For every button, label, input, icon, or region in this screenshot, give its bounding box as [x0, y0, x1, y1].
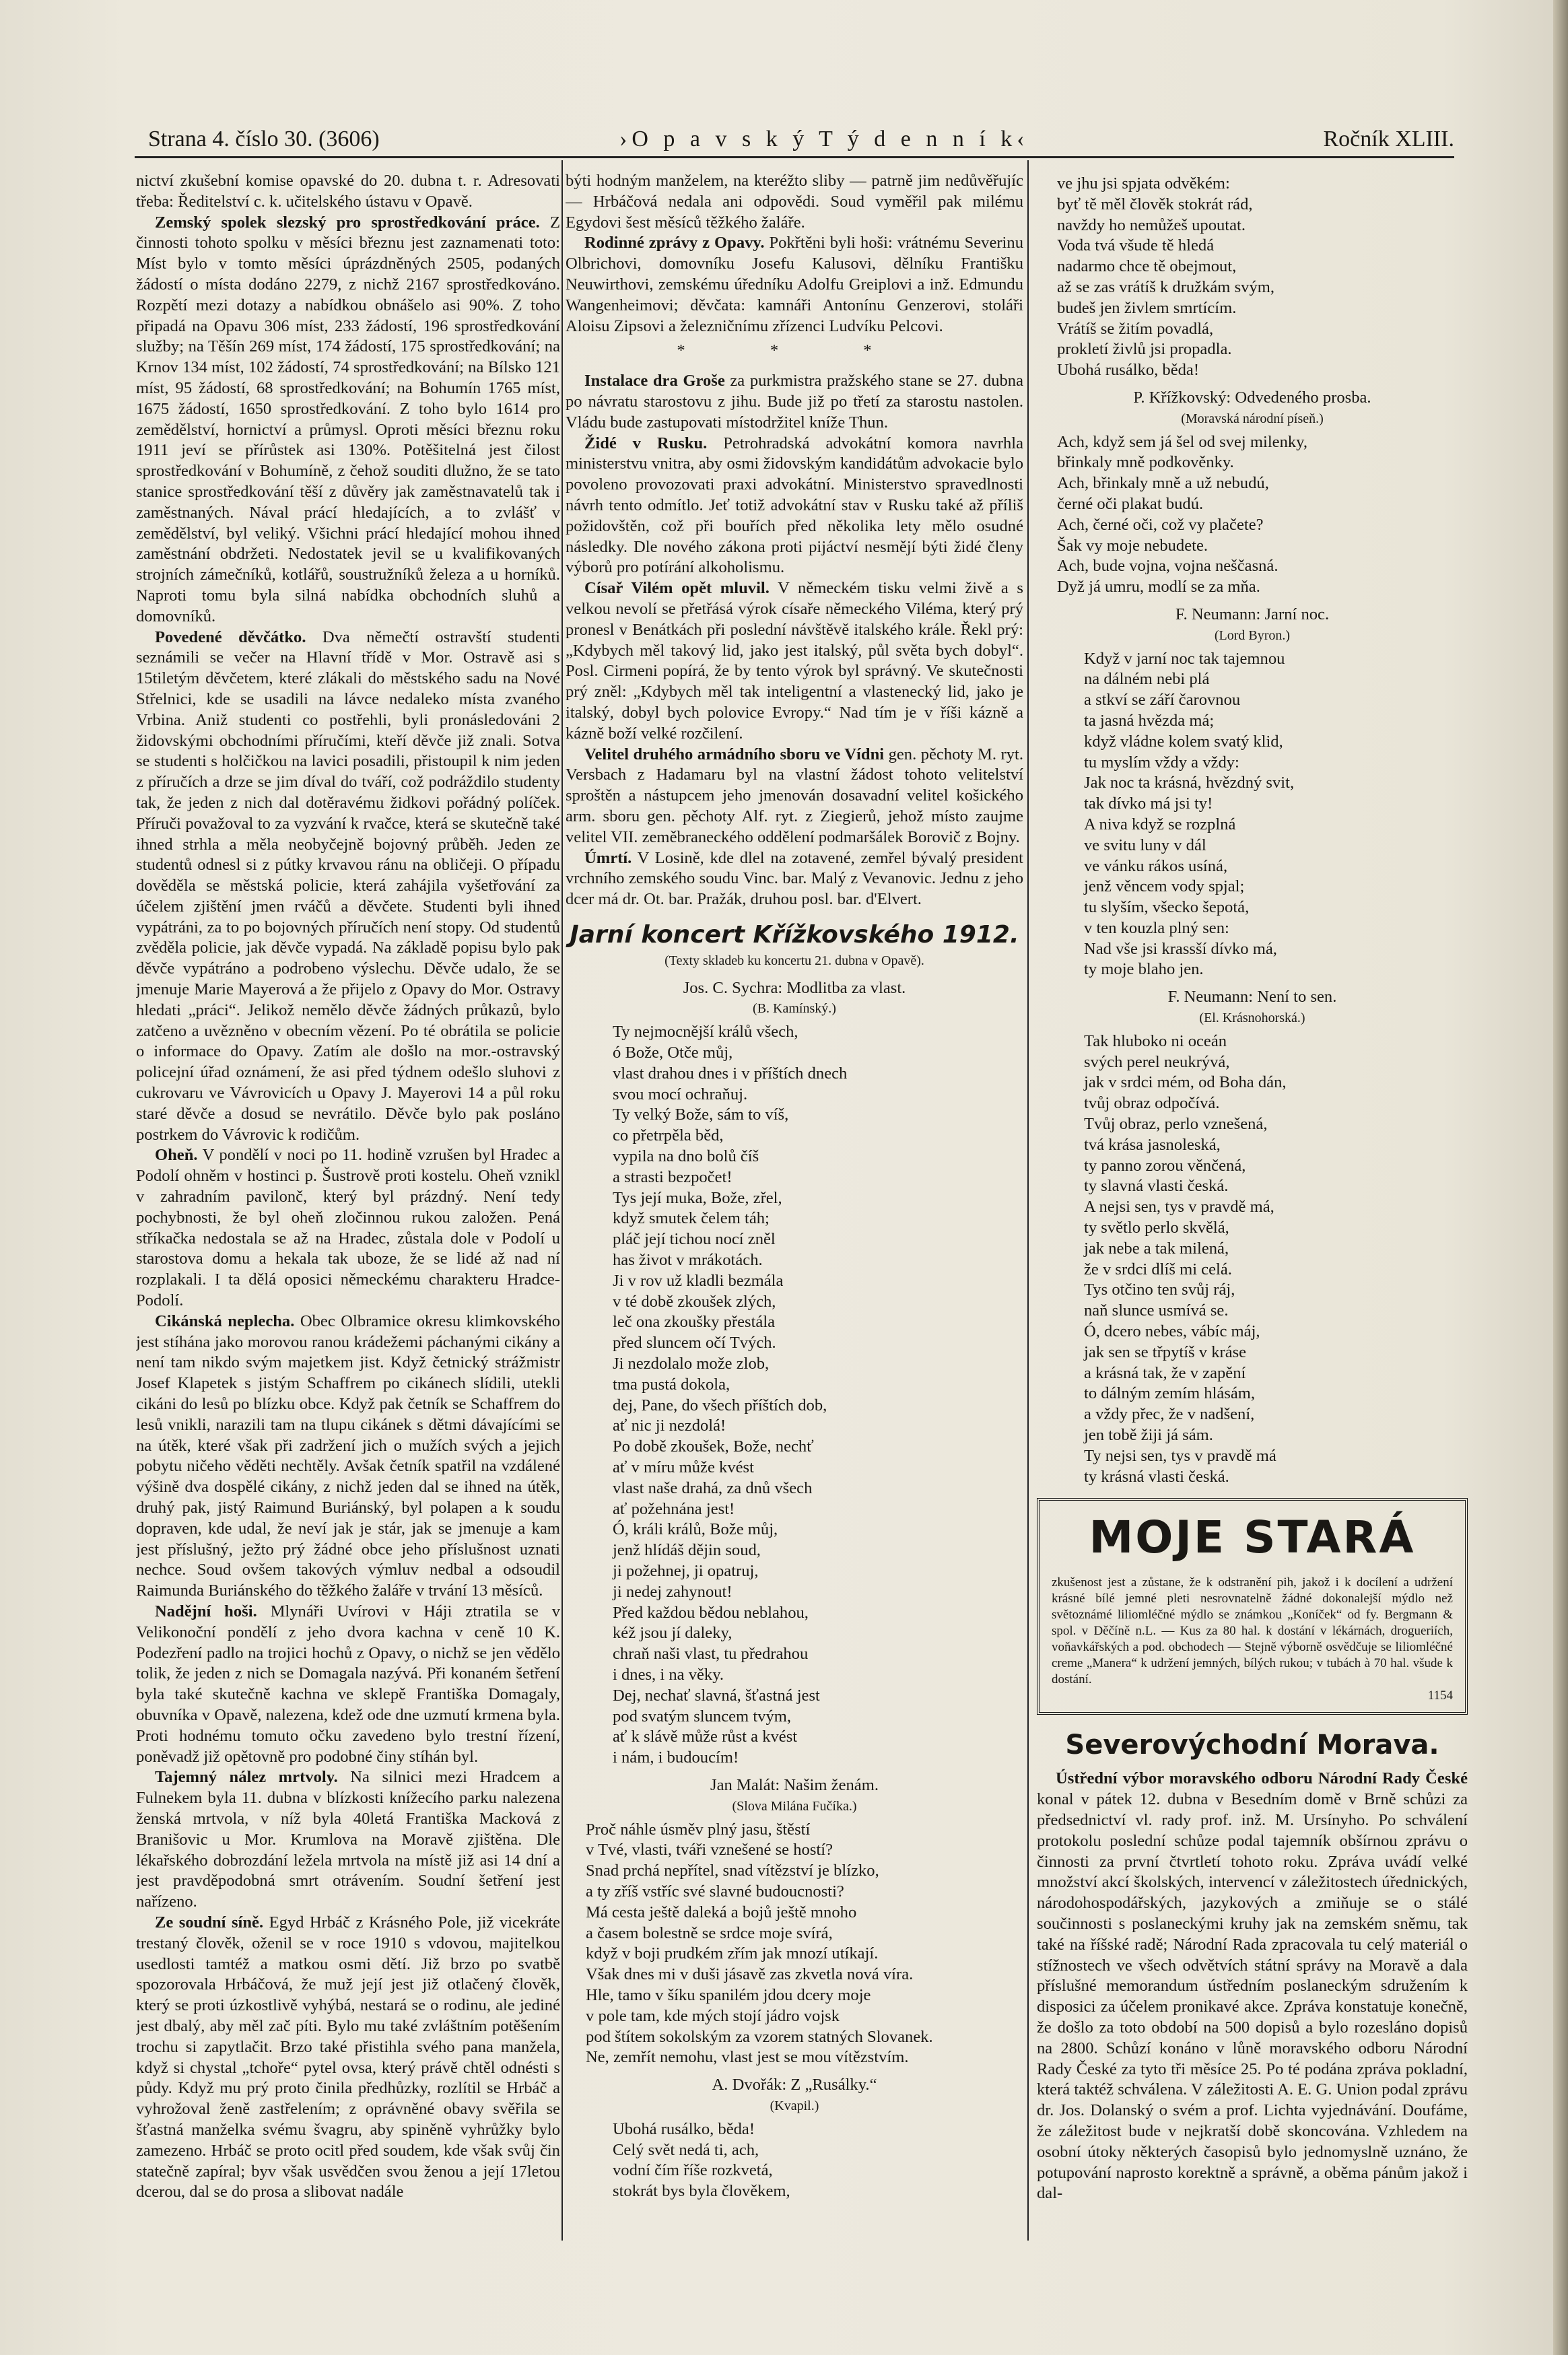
poem-line: A niva když se rozplná: [1084, 815, 1236, 833]
article-text: za purkmistra pražského stane se 27. dubna po návratu starostovu z jihu. Bude již po třetí za starostu nastolen. Vládu bude zastupovati místodržitel kníže Thun.: [566, 372, 1023, 432]
poem-line: to dálným zemím hlásám,: [1084, 1384, 1256, 1403]
poem-line: ve vánku rákos usíná,: [1084, 856, 1228, 875]
poem-line: Má cesta ještě daleká a bojů ještě mnoho: [586, 1903, 857, 1921]
poem-line: i nám, i budoucím!: [613, 1748, 739, 1767]
article: [566, 578, 1023, 744]
poem-line: tvůj obraz odpočívá.: [1084, 1094, 1220, 1113]
article-text: Pokřtěni byli hoši: vrátnému Severinu Olbrichovi, domovníku Josefu Kalusovi, dělníku Františku Neuwirthovi, zemskému úředníku Adolfu Greiplovi a inž. Edmundu Wangenheimovi; děvčata: kamnáři Antonínu Genzerovi, stoláři Aloisu Zipsovi a železničnímu zřízenci Ludvíku Pelcovi.: [566, 234, 1023, 335]
poem-line: ať nic ji nezdolá!: [613, 1417, 726, 1435]
article-text: gen. pěchoty M. ryt. Versbach z Hadamaru byl na vlastní žádost tohoto velitelství sproštěn a nástupcem jeho jmenován dosavadní velitel košického arm. sboru gen. pěchoty Alf. ryt. z Ziegierů, jehož místo zaujme velitel VII. zeměbraneckého oddělení podmaršálek Borovič z Bojny.: [566, 745, 1023, 846]
poem-line: Snad prchá nepřítel, snad vítězství je blízko,: [586, 1862, 879, 1880]
poem-line: Ty velký Bože, sám to víš,: [613, 1105, 789, 1124]
poem-line: chraň naši vlast, tu předrahou: [613, 1645, 809, 1664]
article: [136, 1145, 560, 1311]
poem-line: Tvůj obraz, perlo vznešená,: [1084, 1115, 1268, 1134]
article-headline: Císař Vilém opět mluvil.: [584, 579, 770, 598]
article-text: Egyd Hrbáč z Krásného Pole, již vicekráte trestaný člověk, oženil se v roce 1910 s vdovou, majitelkou usedlosti tamtéž a matkou osmi dětí. Již brzo po svatbě spozorovala Hrbáčová, že muž její jest již otlačený člověk, který se proti úzkostlivě vyhýbá, nestará se o rodinu, ale jediné jest dbalý, aby měl zač píti. Bylo mu také zvláštním potěšením trochu si zapytlačit. Brzo také přistihla svého pana manžela, když si chystal „tchoře“ pytel ovsa, který právě chtěl odnésti s půdy. Když mu prý proto činila předhůzky, rozlítil se Hrbáč a vyhrožoval ženě zastřelením; z oprávněné obavy svěřila se šťastná manželka svému švagru, aby spiněně vyhrůžky bylo zamezeno. Hrbáč se proto ocitl před soudem, kde však svůj čin statečně zapíral; byv však usvědčen svou ženou a její 17letou dcerou, dal se do prosa a slibovat nadále: [136, 1913, 560, 2202]
poem-line: vypila na dno bolů číš: [613, 1147, 759, 1166]
poem-line: Ubohá rusálko, běda!: [1057, 361, 1200, 380]
poem-line: Tak hluboko ni oceán: [1084, 1031, 1227, 1050]
article-headline: Cikánská neplecha.: [155, 1311, 295, 1330]
poem-author: (Lord Byron.): [1214, 627, 1291, 643]
article-headline: Rodinné zprávy z Opavy.: [584, 234, 765, 252]
poem-line: budeš jen živlem smrtícím.: [1057, 298, 1237, 317]
poem-line: Hle, tamo v šíku spanilém jdou dcery moje: [586, 1985, 871, 2004]
article-text: Dva němečtí ostravští studenti seznámili se večer na Hlavní třídě v Mor. Ostravě asi s 15tiletým děvčetem, které zlákali do městského sadu na Nové Střelnici, kde se usadili na lávce nedaleko místa zvaného Vrbina. Aniž studenti co postřehli, byli pronásledováni 2 židovskými obchodními příručími, kteří děvče již znali. Sotva se studenti s holčičkou na lavici posadili, přistoupil k nim jeden z příručích a drze se jim díval do tváří, což podráždilo studenty tak, že jeden z nich dal dotěravému židkovi pořádný políček. Příruči považoval to za vyzvání k rvačce, která se skutečně také ihned strhla a měla neobyčejně bojovný průběh. Jeden ze studentů odnesl si z pútky krvavou ránu na obličeji. O případu dověděla se městská policie, která zahájila vyšetřování za účelem zjištění jmen rváčů a děvčete. Studenti byli ihned vypátráni, za to po bojovných příručích není stopy. Od studentů zvěděla policie, jak děvče vypadá. Na základě popisu bylo pak děvče vypátráno a podrobeno výslechu. Děvče udalo, že se jmenuje Marie Mayerová a že přijelo z Opavy do Mor. Ostravy hledati „práci“. Jelikož nemělo děvče žádných průkazů, bylo zatčeno a uvězněno v obecním vězení. Po té obrátila se policie o informace do Opavy. Zatím ale došlo na mor.-ostravský policejní úřad oznámení, že asi před týdnem odešlo sluhovi z cukrovaru ve Vávrovicích u Opavy J. Mayerovi 14 a půl roku staré děvče a dosud se nevrátilo. Děvče bylo pak posláno postrkem do Vávrovic k rodičům.: [136, 627, 560, 1144]
poem-line: ta jasná hvězda má;: [1084, 711, 1215, 730]
poem-line: stokrát bys byla člověkem,: [613, 2182, 790, 2201]
poem-text: [1057, 432, 1468, 598]
poem-line: navždy ho nemůžeš upoutat.: [1057, 215, 1246, 234]
poem-author: (Kvapil.): [770, 2098, 819, 2113]
article: [1037, 1769, 1468, 2204]
ad-code: 1154: [1427, 1688, 1453, 1703]
poem-line: v pole tam, kde mých stojí jádro vojsk: [586, 2006, 840, 2025]
poem-line: svou mocí ochraňuj.: [613, 1085, 748, 1103]
poem-line: břinkaly mně podkověnky.: [1057, 453, 1234, 472]
article: [566, 371, 1023, 433]
poem-line: Ubohá rusálko, běda!: [613, 2119, 755, 2138]
poem-line: svých perel neukrývá,: [1084, 1052, 1230, 1071]
article-text: býti hodným manželem, na kteréžto sliby — patrně jim nedůvěřujíc — Hrbáčová nedala ani odpovědi. Soud vyměřil pak milému Egydovi šest měsíců těžkého žaláře.: [566, 172, 1023, 232]
article-text: V pondělí v noci po 11. hodině vzrušen byl Hradec a Podolí ohněm v hostinci p. Šustrově proti kostelu. Oheň vznikl v zahradním pavilonč, který byl prázdný. Není tedy pochybnosti, že byl oheň zločinnou rukou založen. Pená stříkačka nedostala se až na Hradec, zůstala dole v Podolí u starostova domu a hekala tak uboze, že se lidé až nad ní rozplakali. I ta dělá oposici německému charakteru Hradce-Podolí.: [136, 1146, 560, 1310]
article-text: Mlynáři Uvírovi v Háji ztratila se v Velikonoční pondělí z jeho dvora kachna v ceně 10 K. Podezření padlo na trojici hochů z Opavy, o nichž se jen vědělo tolik, že jeden z nich se Domagala nazývá. Při konaném šetření byla také skutečně kachna ve sklepě Františka Domagaly, obuvníka v Opavě, nalezena, kdež ode dne uzmutí krmena byla. Proti hodnému tomuto očku zavedeno bylo trestní řízení, poněvadž již opětovně pro podobné činy stíhán byl.: [136, 1602, 560, 1766]
poem-line: ty slavná vlasti česká.: [1084, 1177, 1229, 1196]
poem-line: Šak vy moje nebudete.: [1057, 536, 1208, 555]
poem-title: Jos. C. Sychra: Modlitba za vlast.: [683, 978, 906, 997]
article: [136, 1311, 560, 1602]
article-headline: Zemský spolek slezský pro sprostředkování práce.: [155, 213, 540, 232]
article-headline: Úmrtí.: [584, 848, 632, 867]
article-headline: Ústřední výbor moravského odboru Národní Rady České: [1056, 1769, 1468, 1788]
poem-line: když vládne kolem svatý klid,: [1084, 732, 1283, 751]
poem-line: Dyž já umru, modlí se za mňa.: [1057, 578, 1260, 596]
poem-line: Po době zkoušek, Bože, nechť: [613, 1437, 814, 1456]
poem-line: ty moje blaho jen.: [1084, 960, 1204, 979]
poem-line: Tys její muka, Bože, zřel,: [613, 1188, 782, 1207]
poem-title: P. Křížkovský: Odvedeného prosba.: [1133, 388, 1371, 407]
poem-line: jak sen se třpytíš v kráse: [1084, 1342, 1247, 1361]
article-headline: Tajemný nález mrtvoly.: [155, 1768, 338, 1787]
poem-line: ve jhu jsi spjata odvěkém:: [1057, 174, 1230, 193]
article-text: nictví zkušební komise opavské do 20. dubna t. r. Adresovati třeba: Ředitelství c. k. učitelského ústavu v Opavě.: [136, 172, 560, 211]
poem-text: [1084, 1031, 1468, 1488]
page-number: Strana 4. číslo 30. (3606): [148, 127, 380, 151]
poem-line: když smutek čelem táh;: [613, 1209, 770, 1228]
poem-line: před sluncem očí Tvých.: [613, 1334, 776, 1353]
poem-line: tak dívko má jsi ty!: [1084, 794, 1213, 813]
poem-line: Před každou bědou neblahou,: [613, 1603, 809, 1622]
article-headline: Instalace dra Groše: [584, 372, 725, 390]
header-rule: [135, 156, 1454, 158]
article: [136, 627, 560, 1146]
article-headline: Ze soudní síně.: [155, 1913, 264, 1932]
poem-line: jak v srdci mém, od Boha dán,: [1084, 1073, 1287, 1092]
poem-line: nadarmo chce tě obejmout,: [1057, 257, 1237, 276]
article: [566, 848, 1023, 910]
poem-line: ó Bože, Otče můj,: [613, 1044, 733, 1062]
poem-text: [1057, 174, 1468, 381]
poem-text: [586, 1820, 1023, 2069]
poem-line: na dálném nebi plá: [1084, 670, 1210, 689]
poem-line: Proč náhle úsměv plný jasu, štěstí: [586, 1820, 811, 1839]
section-separator: * * *: [677, 341, 912, 360]
masthead-title: ›O p a v s k ý T ý d e n n í k‹: [619, 127, 1029, 151]
poem-line: když v boji prudkém zřím jak mnozí utíkají.: [586, 1944, 879, 1963]
column-divider-2: [1027, 160, 1029, 2241]
poem-line: vodní čím říše rozkvetá,: [613, 2161, 773, 2180]
poem-line: a vždy přec, že v nadšení,: [1084, 1405, 1255, 1424]
poem-line: Ach, když sem já šel od svej milenky,: [1057, 432, 1308, 451]
poem-line: Ó, dcero nebes, vábíc máj,: [1084, 1322, 1260, 1341]
poem-line: kéž jsou jí daleky,: [613, 1624, 732, 1643]
column-right: [1037, 171, 1468, 2245]
poem-line: ať požehnána jest!: [613, 1499, 735, 1518]
poem-line: Ty nejsi sen, tys v pravdě má: [1084, 1446, 1276, 1465]
poem-line: vlast drahou dnes i v příštích dnech: [613, 1064, 848, 1083]
poem-line: Však dnes mi v duši jásavě zas zkvetla nová víra.: [586, 1965, 914, 1984]
poem-line: tma pustá dokola,: [613, 1375, 730, 1394]
poem-line: Ó, králi králů, Bože můj,: [613, 1520, 778, 1539]
poem-line: ty panno zorou věnčená,: [1084, 1156, 1246, 1175]
poem-author: (B. Kamínský.): [753, 1001, 836, 1017]
poem-title: Jan Malát: Našim ženám.: [710, 1775, 879, 1794]
poem-text: [613, 2119, 1023, 2202]
article: [566, 434, 1023, 579]
article-text: Na silnici mezi Hradcem a Fulnekem byla 11. dubna v blízkosti knížecího parku nalezena ženská mrtvola, v níž byla 40letá Františka Macková z Branišovic u Mor. Krumlova na Moravě zjištěna. Dle lékařského dobrozdání ležela mrtvola na místě již asi 14 dní a jest pravděpodobná smrt otrávením. Soudní šetření jest nařízeno.: [136, 1768, 560, 1911]
poem-line: dej, Pane, do všech příštích dob,: [613, 1396, 827, 1414]
poem-line: ty krásná vlasti česká.: [1084, 1467, 1229, 1486]
poem-line: vlast naše drahá, za dnů všech: [613, 1478, 813, 1497]
poem-line: Ach, břinkaly mně a už nebudú,: [1057, 474, 1269, 493]
poem-line: Ach, černé oči, což vy plačete?: [1057, 515, 1264, 534]
poem-author: (Slova Milána Fučíka.): [732, 1798, 857, 1814]
column-middle: [566, 171, 1023, 2245]
poem-author: (El. Krásnohorská.): [1199, 1011, 1305, 1026]
poem-line: v ten kouzla plný sen:: [1084, 918, 1229, 937]
poem-line: ve svitu luny v dál: [1084, 835, 1206, 854]
poem-text: [1084, 649, 1468, 981]
poem-line: Celý svět nedá ti, ach,: [613, 2140, 759, 2159]
poem-line: naň slunce usmívá se.: [1084, 1301, 1229, 1320]
poem-line: Ji nezdolalo može zlob,: [613, 1355, 770, 1373]
poem-line: ať v míru může kvést: [613, 1458, 754, 1477]
poem-line: has život v mrákotách.: [613, 1251, 763, 1270]
article-text: V Losině, kde dlel na zotavené, zemřel bývalý president vrchního zemského soudu Vinc. bar. Malý z Vevanovic. Jednu z jeho dcer má dr. Ot. bar. Pražák, druhou posl. bar. d'Elvert.: [566, 848, 1023, 909]
poem-line: i dnes, i na věky.: [613, 1665, 724, 1684]
article-headline: Židé v Rusku.: [584, 434, 708, 452]
article: [566, 745, 1023, 848]
column-left: [136, 171, 560, 2245]
poem-line: černé oči plakat budú.: [1057, 494, 1204, 513]
poem-line: že v srdci dlíš mi celá.: [1084, 1260, 1232, 1278]
article: [136, 1602, 560, 1767]
poem-line: Tys otčino ten svůj ráj,: [1084, 1281, 1235, 1299]
poem-line: pod svatým sluncem tvým,: [613, 1707, 792, 1726]
poem-line: a krásná tak, že v zapění: [1084, 1363, 1246, 1382]
article-headline: Nadějní hoši.: [155, 1602, 257, 1620]
ad-text: zkušenost jest a zůstane, že k odstranění pih, jakož i k docílení a udržení krásné bílé jemné pleti nesrovnatelně žádné dokonalejší mýdlo než světoznámé liliomléčné mýdlo se známkou „Koníček“ od fy. Bergmann & spol. v Děčíně n.L. — Kus za 80 hal. k dostání v lékárnách, drogueriích, voňavkářských a pod. obchodech — Stejně výborně osvědčuje se liliomléčné creme „Manera“ k udržení jemných, bílých rukou; v tubách à 70 hal. všude k dostání.: [1052, 1575, 1453, 1687]
poem-line: Nad vše jsi krassší dívko má,: [1084, 939, 1277, 958]
concert-subtitle: (Texty skladeb ku koncertu 21. dubna v Opavě).: [664, 953, 924, 968]
column-divider-1: [561, 160, 563, 2241]
poem-line: a ty zříš vstříc své slavné budoucnosti?: [586, 1882, 844, 1901]
poem-line: Ne, zemřít nemohu, vlast jest se mou vítězstvím.: [586, 2048, 909, 2067]
article-headline: Oheň.: [155, 1146, 198, 1165]
poem-author: (Moravská národní píseň.): [1181, 411, 1324, 426]
poem-line: Dej, nechať slavná, šťastná jest: [613, 1686, 820, 1705]
poem-line: a stkví se září čarovnou: [1084, 691, 1241, 710]
article: [136, 213, 560, 627]
poem-line: jak nebe a tak milená,: [1084, 1239, 1229, 1258]
poem-line: Ji v rov už kladli bezmála: [613, 1271, 784, 1290]
poem-text: [613, 1022, 1023, 1769]
ad-headline: MOJE STARÁ: [1089, 1511, 1416, 1564]
poem-line: ty světlo perlo skvělá,: [1084, 1219, 1229, 1237]
page-edge: [1553, 0, 1568, 2355]
poem-line: Vrátíš se žitím povadlá,: [1057, 319, 1214, 338]
article-text: Obec Olbramice okresu klimkovského jest stíhána jako morovou ranou krádežemi páchanými cikány a není tam nikdo svým majetkem jist. Když četnický strážmistr Josef Klapetek s jistým Schaffrem po cikánech slídili, utekli cikáni do lesů po blízku obce. Když pak četník se Schaffrem do lesů vnikli, narazili tam na tlupu cikánek s dětmi dávajícími se na útěk, které však při zadržení jich o mužích svých a jejich pobytu ničeho věděti nechtěly. Avšak četník spatřil na vzdálené výšině dva dospělé cikány, z nichž jeden dal se ihned na útěk, druhý pak, jistý Raimund Buriánský, byl polapen a k soudu dopraven, kde udal, že neví jak je stár, jak se jmenuje a kam jest příslušný, ježto prý žádné obce jeho příslušnost uznati nechce. Soud ovšem takových výmluv nedbal a odsoudil Raimunda Buriánského do těžkého žaláře v trvání 13 měsíců.: [136, 1311, 560, 1600]
poem-line: ji nedej zahynout!: [613, 1582, 732, 1601]
poem-line: jenž hlídáš dějin soud,: [613, 1541, 761, 1560]
volume-number: Ročník XLIII.: [1323, 127, 1454, 151]
poem-line: tvá krása jasnoleská,: [1084, 1135, 1221, 1154]
poem-line: a časem bolestně se srdce moje svírá,: [586, 1923, 833, 1942]
poem-line: ji požehnej, ji opatruj,: [613, 1562, 759, 1580]
article-text: V německém tisku velmi živě a s velkou nevolí se přetřásá výrok císaře německého Viléma, který prý pronesl v Benátkách při poslední návštěvě italského krále. Řekl prý: „Kdybych měl takový lid, jako jest italský, půl světa bych dobyl“. Posl. Cirmeni popírá, že by tento výrok byl správný. Ve skutečnosti prý zněl: „Kdybych měl tak inteligentní a vlastenecký lid, jako je italský, dobyl bych polovice Evropy.“ Nad tím je v říši kázně a kázně boží velké rozčilení.: [566, 579, 1023, 743]
poem-line: Když v jarní noc tak tajemnou: [1084, 649, 1285, 668]
poem-line: tu myslím vždy a vždy:: [1084, 753, 1239, 772]
section-headline: Severovýchodní Morava.: [1065, 1730, 1439, 1761]
article-headline: Velitel druhého armádního sboru ve Vídni: [584, 745, 885, 763]
poem-line: jenž věncem vody spjal;: [1084, 877, 1245, 896]
poem-line: tu slyším, všecko šepotá,: [1084, 898, 1250, 917]
poem-line: Jak noc ta krásná, hvězdný svit,: [1084, 774, 1295, 792]
article-text: Z činnosti tohoto spolku v měsíci březnu jest zaznamenati toto: Míst bylo v tomto měsíci úprázdněných 2505, podaných žádostí o místa dodáno 2279, z nichž 2167 sprostředkováno. Rozpětí mezi dotazy a nabídkou obnášelo asi 90%. Z toho připadá na Opavu 306 míst, 233 žádostí, 196 sprostředkování služby; na Těšín 269 míst, 174 žádostí, 175 sprostředkování; na Krnov 134 míst, 102 žádostí, 74 sprostředkování; na Bílsko 121 míst, 95 žádostí, 68 sprostředkování; na Bohumín 1765 míst, 1675 žádostí, 1650 sprostředkování. Z toho bylo 1614 pro zemědělství, hornictví a průmysl. Oproti měsíci březnu roku 1911 jeví se přírůstek asi 130%. Potěšitelná jest čilost sprostředkování v Bohumíně, z čehož souditi dlužno, že se tato stanice sprostředkování těší z důvěry jak zaměstnavatelů tak i zaměstnaných. Nával prácí hledajících, a to zvlášť v zemědělství, byl veliký. Všichni prácí hledající mohou ihned zaměstnání obdržeti. Nedostatek jevil se u kvalifikovaných strojních zámečníků, kotlářů, soustružníků železa a u horníků. Naproti tomu byla silná nabídka obchodních sluhů a domovníků.: [136, 213, 560, 625]
poem-line: pod štítem sokolským za vzorem statných Slovanek.: [586, 2027, 933, 2046]
poem-line: jen tobě žiji já sám.: [1084, 1426, 1213, 1445]
article: [136, 1913, 560, 2203]
page-header: [135, 120, 1454, 155]
poem-line: co přetrpěla běd,: [613, 1126, 724, 1145]
poem-line: leč ona zkoušky přestála: [613, 1313, 776, 1332]
poem-line: Ty nejmocnější králů všech,: [613, 1023, 798, 1042]
poem-line: až se zas vrátíš k družkám svým,: [1057, 277, 1275, 296]
poem-line: prokletí živlů jsi propadla.: [1057, 340, 1232, 359]
poem-line: byť tě měl člověk stokrát rád,: [1057, 195, 1253, 213]
article-text: Petrohradská advokátní komora navrhla ministerstvu vnitra, aby osmi židovským kandidátům advokacie bylo povoleno provozovati praxi advokátní. Ministerstvo spravedlnosti návrh tento odmítlo. Jeť totiž advokátní stav v Rusku také až příliš požidovštěn, což při bouřích před několika lety mělo osudné následky. Dle nového zákona proti pijáctví nesmějí býti židé členy výborů pro potírání alkoholismu.: [566, 434, 1023, 577]
poem-line: v Tvé, vlasti, tváři vznešené se hostí?: [586, 1841, 833, 1859]
article-text: konal v pátek 12. dubna v Besedním domě v Brně schůzi za předsednictví vl. rady prof. inž. M. Ursínyho. Po schválení protokolu poslední schůze podal tajemník obšírnou zprávu o činnosti za první čtvrtletí tohoto roku. Zpráva uvádí velké množství akcí školských, intervencí v záležitostech úřednických, národohospodářských, jazykových a zmiňuje se o stálé součinnosti s poslaneckými kruhy jak na zemském sněmu, tak také na říšské radě; Národní Rada zpracovala tu celý materiál o stížnostech ve všech odvětvích státní správy na Moravě a dala příslušné memorandum ústředním poslaneckým sdružením k disposici za účelem pronikavé akce. Zpráva konstatuje konečně, že došlo za toto období na 500 dopisů a bylo rozesláno dopisů na 2800. Schůzí konáno v lůně moravského odboru Národní Rady České za tyto tři měsíce 25. Po té podána zpráva pokladní, která taktéž schválena. V záležitosti A. E. G. Union podal zprávu dr. Jos. Dolanský o svém a prof. Lichta vyjednávání. Doufáme, že záležitost bude v nejkratší době skoncována. Vzhledem na osobní útoky některých časopisů bylo jednomyslně uznáno, že potupování naprosto korektně a správně, a oběma pánům jakož i dal-: [1037, 1790, 1468, 2203]
poem-line: Voda tvá všude tě hledá: [1057, 236, 1215, 255]
poem-title: A. Dvořák: Z „Rusálky.“: [712, 2076, 877, 2094]
poem-line: Ach, bude vojna, vojna neščasná.: [1057, 557, 1279, 576]
poem-line: ať k slávě může růst a kvést: [613, 1728, 798, 1746]
concert-headline: Jarní koncert Křížkovského 1912.: [570, 920, 1019, 949]
article-headline: Povedené děvčátko.: [155, 627, 306, 646]
poem-line: pláč její tichou nocí zněl: [613, 1230, 776, 1249]
poem-line: a strasti bezpočet!: [613, 1167, 732, 1186]
poem-title: F. Neumann: Není to sen.: [1167, 988, 1337, 1006]
article: [566, 233, 1023, 337]
advertisement: [1037, 1498, 1468, 1715]
article: [136, 1767, 560, 1913]
poem-line: A nejsi sen, tys v pravdě má,: [1084, 1198, 1274, 1217]
poem-title: F. Neumann: Jarní noc.: [1175, 605, 1330, 623]
poem-line: v té době zkoušek zlých,: [613, 1292, 776, 1311]
